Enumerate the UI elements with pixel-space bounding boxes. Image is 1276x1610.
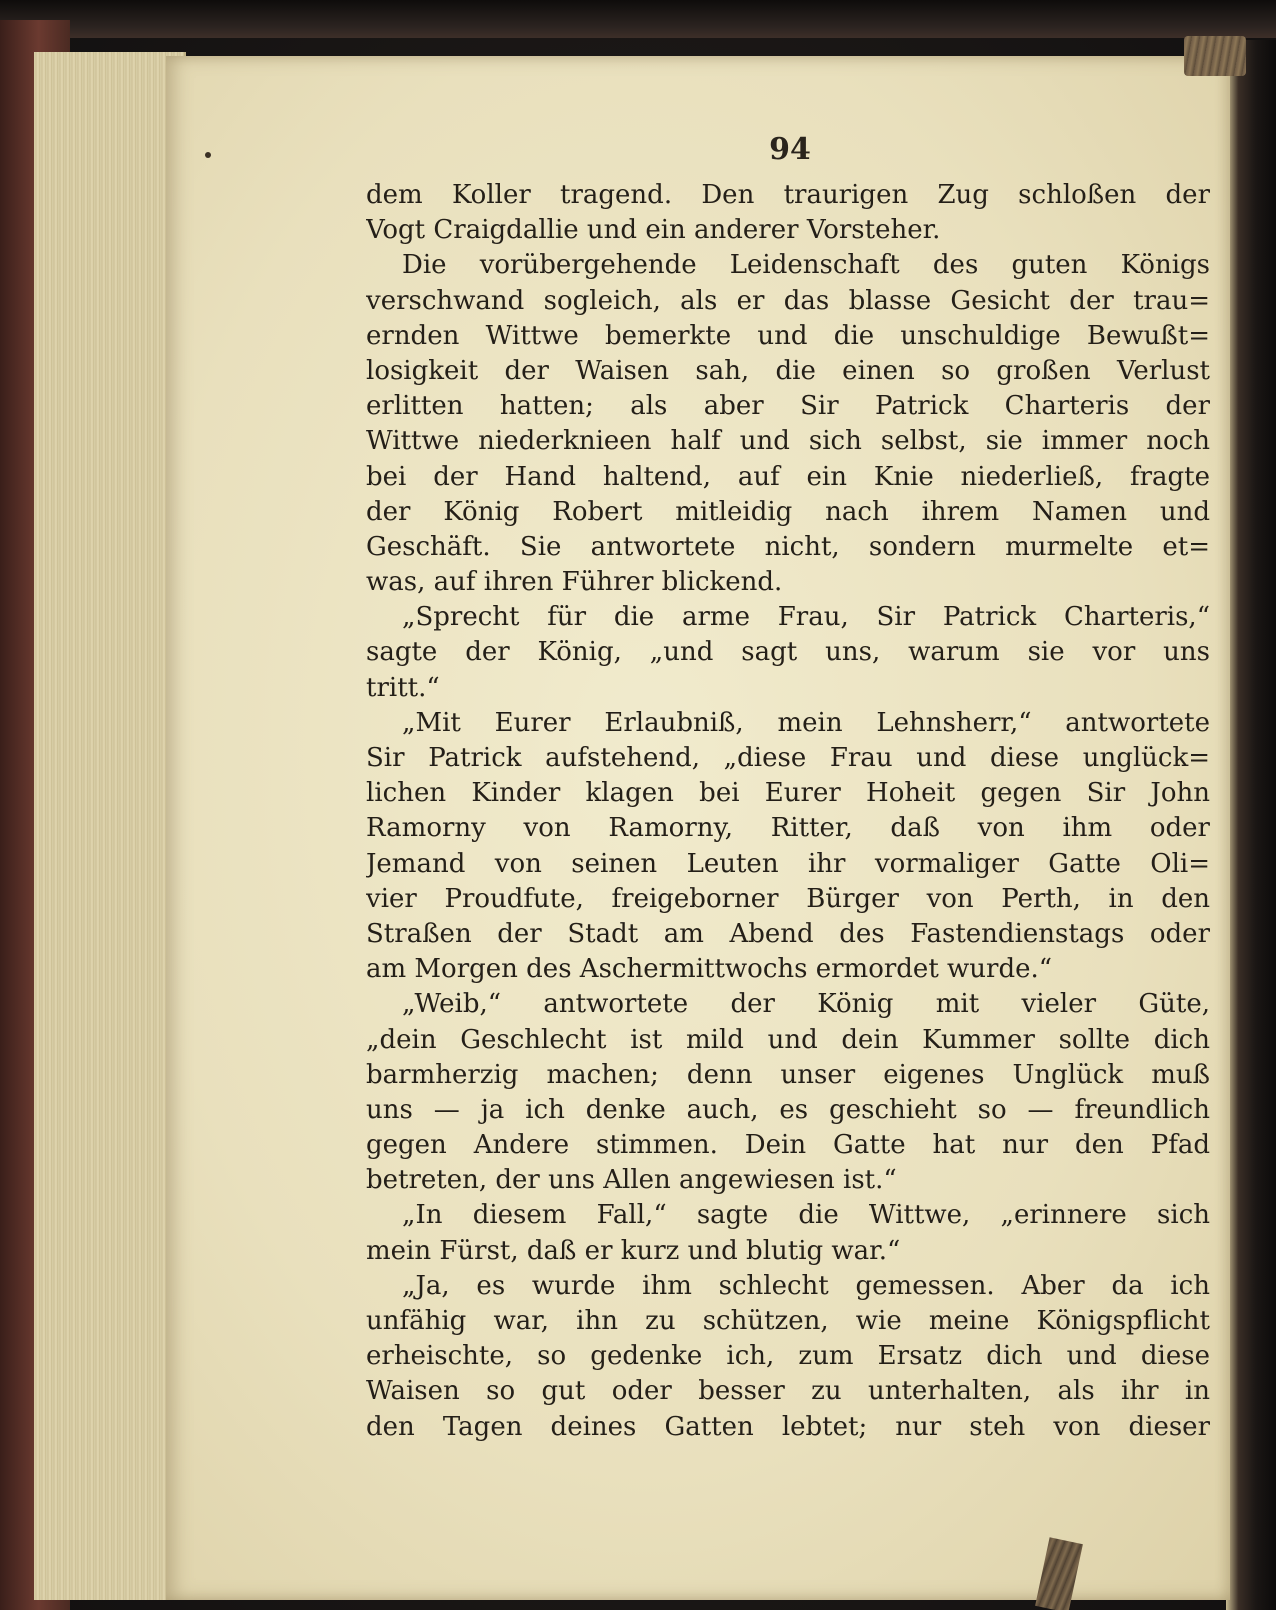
text-line: „Weib,“ antwortete der König mit vieler Güte, xyxy=(402,989,1210,1020)
text-line: Straßen der Stadt am Abend des Fastendienstags oder xyxy=(366,918,1210,949)
text-line: der König Robert mitleidig nach ihrem Namen und xyxy=(366,496,1210,527)
text-line: am Morgen des Aschermittwochs ermordet wurde.“ xyxy=(366,954,1053,985)
text-line: Ramorny von Ramorny, Ritter, daß von ihm oder xyxy=(366,813,1210,844)
text-line: mein Fürst, daß er kurz und blutig war.“ xyxy=(366,1235,901,1266)
page-text xyxy=(366,178,1210,1445)
text-line: tritt.“ xyxy=(366,672,440,703)
text-line: „In diesem Fall,“ sagte die Wittwe, „erinnere sich xyxy=(402,1200,1210,1231)
text-line: betreten, der uns Allen angewiesen ist.“ xyxy=(366,1165,897,1196)
book-cover-top xyxy=(0,0,1276,38)
text-line: Jemand von seinen Leuten ihr vormaliger Gatte Oli= xyxy=(366,848,1210,879)
text-line: uns — ja ich denke auch, es geschieht so — freundlich xyxy=(366,1094,1210,1125)
text-line: Die vorübergehende Leidenschaft des guten Königs xyxy=(402,250,1210,281)
text-line: Geschäft. Sie antwortete nicht, sondern murmelte et= xyxy=(366,531,1210,562)
text-line: „Sprecht für die arme Frau, Sir Patrick Charteris,“ xyxy=(402,602,1210,633)
text-line: unfähig war, ihn zu schützen, wie meine Königspflicht xyxy=(366,1306,1210,1336)
text-line: Vogt Craigdallie und ein anderer Vorsteher. xyxy=(366,215,941,246)
bookmark-ribbon-top xyxy=(1184,36,1246,76)
text-line: erlitten hatten; als aber Sir Patrick Charteris der xyxy=(366,391,1210,422)
text-line: Sir Patrick aufstehend, „diese Frau und diese unglück= xyxy=(366,743,1210,773)
text-line: erheischte, so gedenke ich, zum Ersatz dich und diese xyxy=(366,1341,1210,1372)
text-line: den Tagen deines Gatten lebtet; nur steh von dieser xyxy=(366,1411,1210,1442)
text-line: „dein Geschlecht ist mild und dein Kummer sollte dich xyxy=(366,1024,1210,1055)
text-line: gegen Andere stimmen. Dein Gatte hat nur den Pfad xyxy=(366,1130,1210,1161)
text-line: was, auf ihren Führer blickend. xyxy=(366,567,783,598)
text-line: verschwand sogleich, als er das blasse Gesicht der trau= xyxy=(366,285,1210,316)
text-line: sagte der König, „und sagt uns, warum sie vor uns xyxy=(366,637,1210,668)
page-number: 94 xyxy=(769,132,811,167)
text-line: Wittwe niederknieen half und sich selbst, sie immer noch xyxy=(366,426,1210,457)
text-line: vier Proudfute, freigeborner Bürger von Perth, in den xyxy=(366,883,1210,914)
text-line: bei der Hand haltend, auf ein Knie niederließ, fragte xyxy=(366,461,1210,492)
text-line: Waisen so gut oder besser zu unterhalten, als ihr in xyxy=(366,1376,1210,1407)
margin-mark xyxy=(205,152,211,158)
book-spine-edge xyxy=(1226,40,1276,1610)
text-line: dem Koller tragend. Den traurigen Zug schloßen der xyxy=(366,180,1210,210)
text-line: „Ja, es wurde ihm schlecht gemessen. Aber da ich xyxy=(402,1270,1210,1301)
page-edges xyxy=(34,52,186,1600)
text-line: lichen Kinder klagen bei Eurer Hoheit gegen Sir John xyxy=(366,778,1210,809)
text-line: ernden Wittwe bemerkte und die unschuldige Bewußt= xyxy=(366,320,1210,351)
text-line: „Mit Eurer Erlaubniß, mein Lehnsherr,“ antwortete xyxy=(402,707,1210,738)
text-line: losigkeit der Waisen sah, die einen so großen Verlust xyxy=(366,355,1210,386)
text-line: barmherzig machen; denn unser eigenes Unglück muß xyxy=(366,1059,1210,1090)
